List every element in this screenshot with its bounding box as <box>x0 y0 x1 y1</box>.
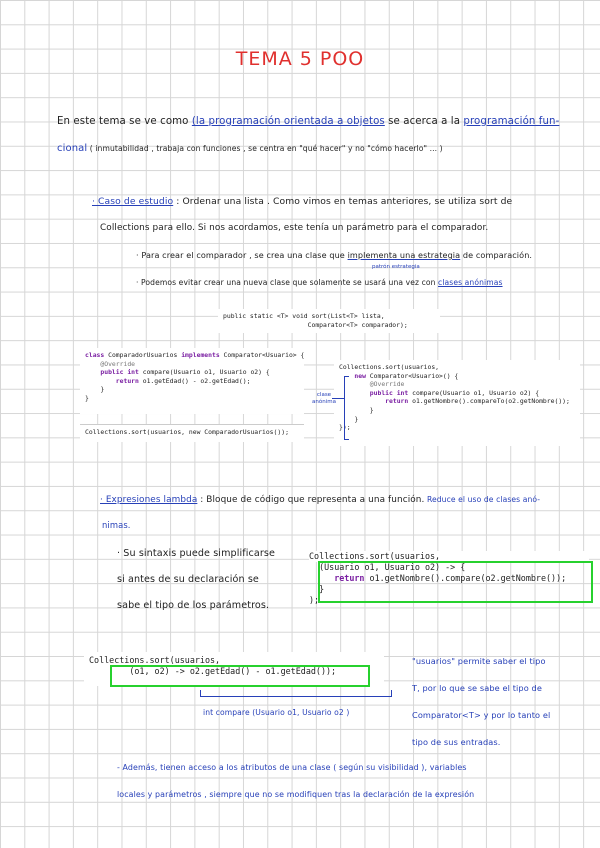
intro-text-c: se acerca a la <box>384 116 464 127</box>
caso-bullet-1 <box>136 250 532 260</box>
code-line: } <box>85 385 105 394</box>
lambda-bullet-line-3: sabe el tipo de los parámetros. <box>117 600 270 611</box>
lambda-line-1 <box>100 495 540 505</box>
intro-text-funcional: programación fun- <box>463 116 560 127</box>
code-line: public int compare(Usuario o1, Usuario o2) { <box>100 368 270 377</box>
intro-text-poo: (la programación orientada a objetos <box>191 116 385 127</box>
intro-line-1 <box>57 116 559 127</box>
lambda-2-highlight <box>110 665 370 687</box>
caso-bullet-2 <box>136 278 503 287</box>
intro-text-cional: cional <box>57 143 88 154</box>
code-line: } <box>339 405 374 414</box>
code-line: return o1.getEdad() - o2.getEdad(); <box>115 376 251 385</box>
code-line: public static <T> void sort(List<T> lista, <box>223 312 385 320</box>
code-line: } <box>309 584 325 594</box>
note-int-compare: int compare (Usuario o1, Usuario o2 ) <box>203 708 350 717</box>
page-title: TEMA 5 POO <box>235 48 365 70</box>
code-line: @Override <box>85 359 136 368</box>
lambda-line-1-text: : Bloque de código que representa a una función. <box>197 495 425 505</box>
code-line: Comparator<T> comparador); <box>223 320 408 329</box>
code-line: } <box>339 414 359 423</box>
code-line: } <box>85 393 89 402</box>
code-line: Collections.sort(usuarios, <box>339 363 440 371</box>
code-line: (Usuario o1, Usuario o2) -> { <box>309 562 466 572</box>
caso-line-1 <box>92 196 512 207</box>
lambda-bullet-line-2: si antes de su declaración se <box>117 574 259 585</box>
code-line: Collections.sort(usuarios, new ComparadorUsuarios()); <box>85 428 289 436</box>
lambda-1-highlight <box>318 561 593 603</box>
right-note-line-2: T, por lo que se sabe el tipo de <box>412 683 542 693</box>
ademas-line-2: locales y parámetros , siempre que no se modifiquen tras la declaración de la expresión <box>117 790 475 799</box>
caso-heading: · Caso de estudio <box>92 196 174 207</box>
note-patron-estrategia: patrón estrategia <box>372 264 420 270</box>
anonymous-class-bracket <box>344 376 349 440</box>
intro-text-properties: ( inmutabilidad , trabaja con funciones , se centra en "qué hacer" y no "cómo hacerlo" ... ) <box>87 144 443 153</box>
lambda-note-b: nimas. <box>102 520 131 530</box>
caso-line-1-text: : Ordenar una lista . Como vimos en temas anteriores, se utiliza sort de <box>173 196 513 207</box>
code-sort-call <box>80 424 304 442</box>
code-line: @Override <box>339 380 405 389</box>
right-note-line-3: Comparator<T> y por lo tanto el <box>412 710 551 720</box>
lambda-note-a: Reduce el uso de clases anó- <box>424 495 541 504</box>
bullet1-text-b: implementa una estrategia <box>347 250 461 260</box>
intro-text-a: En este tema se ve como <box>57 116 192 127</box>
code-line: }); <box>339 423 351 432</box>
code-line: class ComparadorUsuarios implements Comparator<Usuario> { <box>85 351 305 359</box>
note-clase: clase <box>316 392 332 398</box>
note-clase-anonima <box>312 392 336 406</box>
code-line: return o1.getNombre().compare(o2.getNombre()); <box>334 573 567 583</box>
code-sort-signature <box>218 309 440 333</box>
code-line: public int compare(Usuario o1, Usuario o2) { <box>369 388 540 397</box>
bullet1-text-a: · Para crear el comparador , se crea una clase que <box>136 250 348 260</box>
bullet2-text-b: clases anónimas <box>438 278 503 287</box>
code-line: Collections.sort(usuarios, <box>309 551 589 562</box>
right-note-line-1: "usuarios" permite saber el tipo <box>412 656 546 666</box>
code-line: new Comparator<Usuario>() { <box>354 371 459 380</box>
code-line: return o1.getNombre().compareTo(o2.getNombre()); <box>385 397 570 406</box>
intro-line-2 <box>57 143 443 154</box>
code-line: (o1, o2) -> o2.getEdad() - o1.getEdad()); <box>89 666 337 676</box>
lambda-2-bracket <box>200 690 392 697</box>
lambda-heading: · Expresiones lambda <box>100 495 198 505</box>
bullet2-text-a: · Podemos evitar crear una nueva clase que solamente se usará una vez con <box>136 278 439 287</box>
code-line: Collections.sort(usuarios, <box>89 655 221 665</box>
code-comparador-class <box>80 348 304 414</box>
caso-line-2: Collections para ello. Si nos acordamos, este tenía un parámetro para el comparador. <box>100 223 489 233</box>
note-anonima: anónima <box>312 399 336 405</box>
code-line: ); <box>309 595 320 605</box>
ademas-line-1: - Además, tienen acceso a los atributos de una clase ( según su visibilidad ), variables <box>117 763 467 772</box>
lambda-bullet-line-1: · Su sintaxis puede simplificarse <box>117 548 275 559</box>
code-anonymous-class <box>334 360 580 446</box>
bullet1-text-c: de comparación. <box>460 250 533 260</box>
right-note-line-4: tipo de sus entradas. <box>412 737 501 747</box>
